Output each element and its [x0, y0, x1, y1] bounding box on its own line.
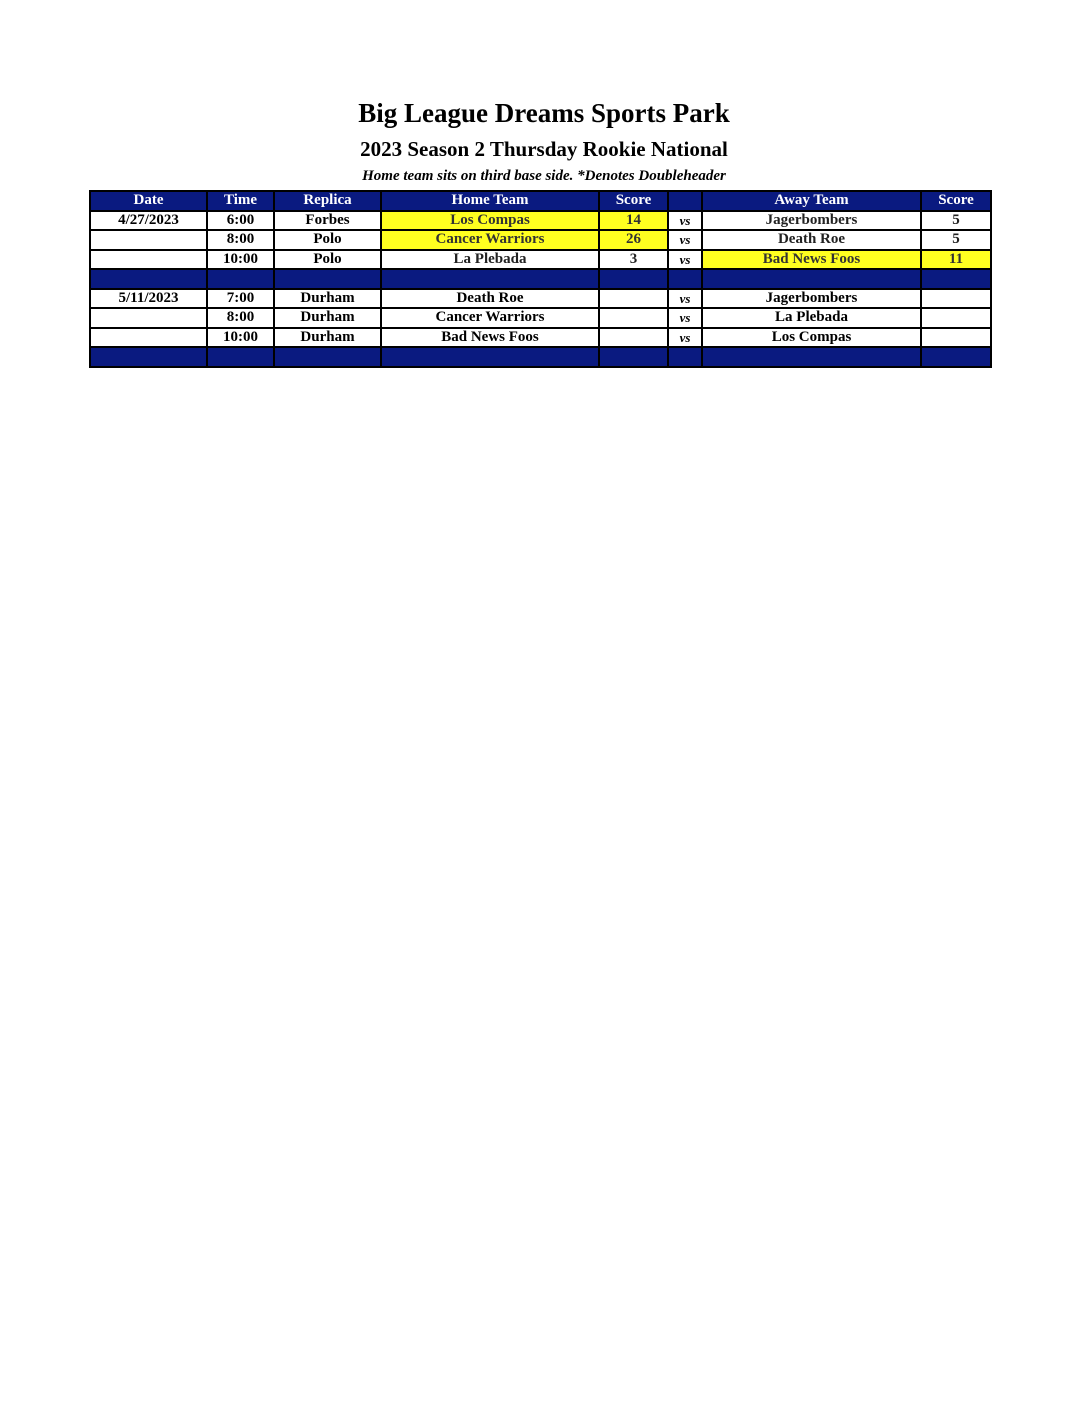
home-team: Bad News Foos — [381, 328, 599, 348]
game-row — [90, 308, 991, 328]
header-row — [90, 191, 991, 211]
game-time: 8:00 — [207, 230, 274, 250]
home-score: 26 — [599, 230, 668, 250]
game-date — [90, 328, 207, 348]
game-time: 10:00 — [207, 250, 274, 270]
game-date — [90, 308, 207, 328]
game-row — [90, 230, 991, 250]
game-date — [90, 230, 207, 250]
home-score — [599, 289, 668, 309]
home-team: Los Compas — [381, 211, 599, 231]
away-score — [921, 328, 991, 348]
game-row — [90, 250, 991, 270]
home-score — [599, 328, 668, 348]
game-time: 7:00 — [207, 289, 274, 309]
away-score — [921, 289, 991, 309]
home-team: Death Roe — [381, 289, 599, 309]
page-subtitle: 2023 Season 2 Thursday Rookie National — [360, 137, 728, 161]
game-field: Polo — [274, 250, 381, 270]
page-title: Big League Dreams Sports Park — [358, 98, 730, 128]
schedule-table — [89, 190, 992, 368]
col-home-team-header: Home Team — [381, 191, 599, 211]
home-score: 14 — [599, 211, 668, 231]
col-away-team-header: Away Team — [702, 191, 921, 211]
home-team: Cancer Warriors — [381, 230, 599, 250]
vs-label: vs — [668, 230, 702, 250]
game-field: Durham — [274, 308, 381, 328]
week-separator-row — [90, 269, 991, 289]
home-score: 3 — [599, 250, 668, 270]
game-field: Polo — [274, 230, 381, 250]
game-date: 4/27/2023 — [90, 211, 207, 231]
away-team: Death Roe — [702, 230, 921, 250]
vs-label: vs — [668, 328, 702, 348]
home-score — [599, 308, 668, 328]
vs-label: vs — [668, 250, 702, 270]
col-vs-header — [668, 191, 702, 211]
col-replica-header: Replica — [274, 191, 381, 211]
game-field: Durham — [274, 289, 381, 309]
away-score: 5 — [921, 230, 991, 250]
game-field: Durham — [274, 328, 381, 348]
col-home-score-header: Score — [599, 191, 668, 211]
game-time: 8:00 — [207, 308, 274, 328]
away-score: 11 — [921, 250, 991, 270]
week-separator-row — [90, 347, 991, 367]
game-date — [90, 250, 207, 270]
col-date-header: Date — [90, 191, 207, 211]
away-team: Bad News Foos — [702, 250, 921, 270]
away-team: La Plebada — [702, 308, 921, 328]
away-team: Los Compas — [702, 328, 921, 348]
away-team: Jagerbombers — [702, 289, 921, 309]
game-time: 10:00 — [207, 328, 274, 348]
away-score — [921, 308, 991, 328]
away-score: 5 — [921, 211, 991, 231]
game-row — [90, 211, 991, 231]
game-time: 6:00 — [207, 211, 274, 231]
home-team: La Plebada — [381, 250, 599, 270]
schedule-note: Home team sits on third base side. *Denotes Doubleheader — [362, 168, 726, 184]
home-team: Cancer Warriors — [381, 308, 599, 328]
game-date: 5/11/2023 — [90, 289, 207, 309]
vs-label: vs — [668, 289, 702, 309]
away-team: Jagerbombers — [702, 211, 921, 231]
col-away-score-header: Score — [921, 191, 991, 211]
vs-label: vs — [668, 308, 702, 328]
game-field: Forbes — [274, 211, 381, 231]
vs-label: vs — [668, 211, 702, 231]
game-row — [90, 289, 991, 309]
game-row — [90, 328, 991, 348]
col-time-header: Time — [207, 191, 274, 211]
